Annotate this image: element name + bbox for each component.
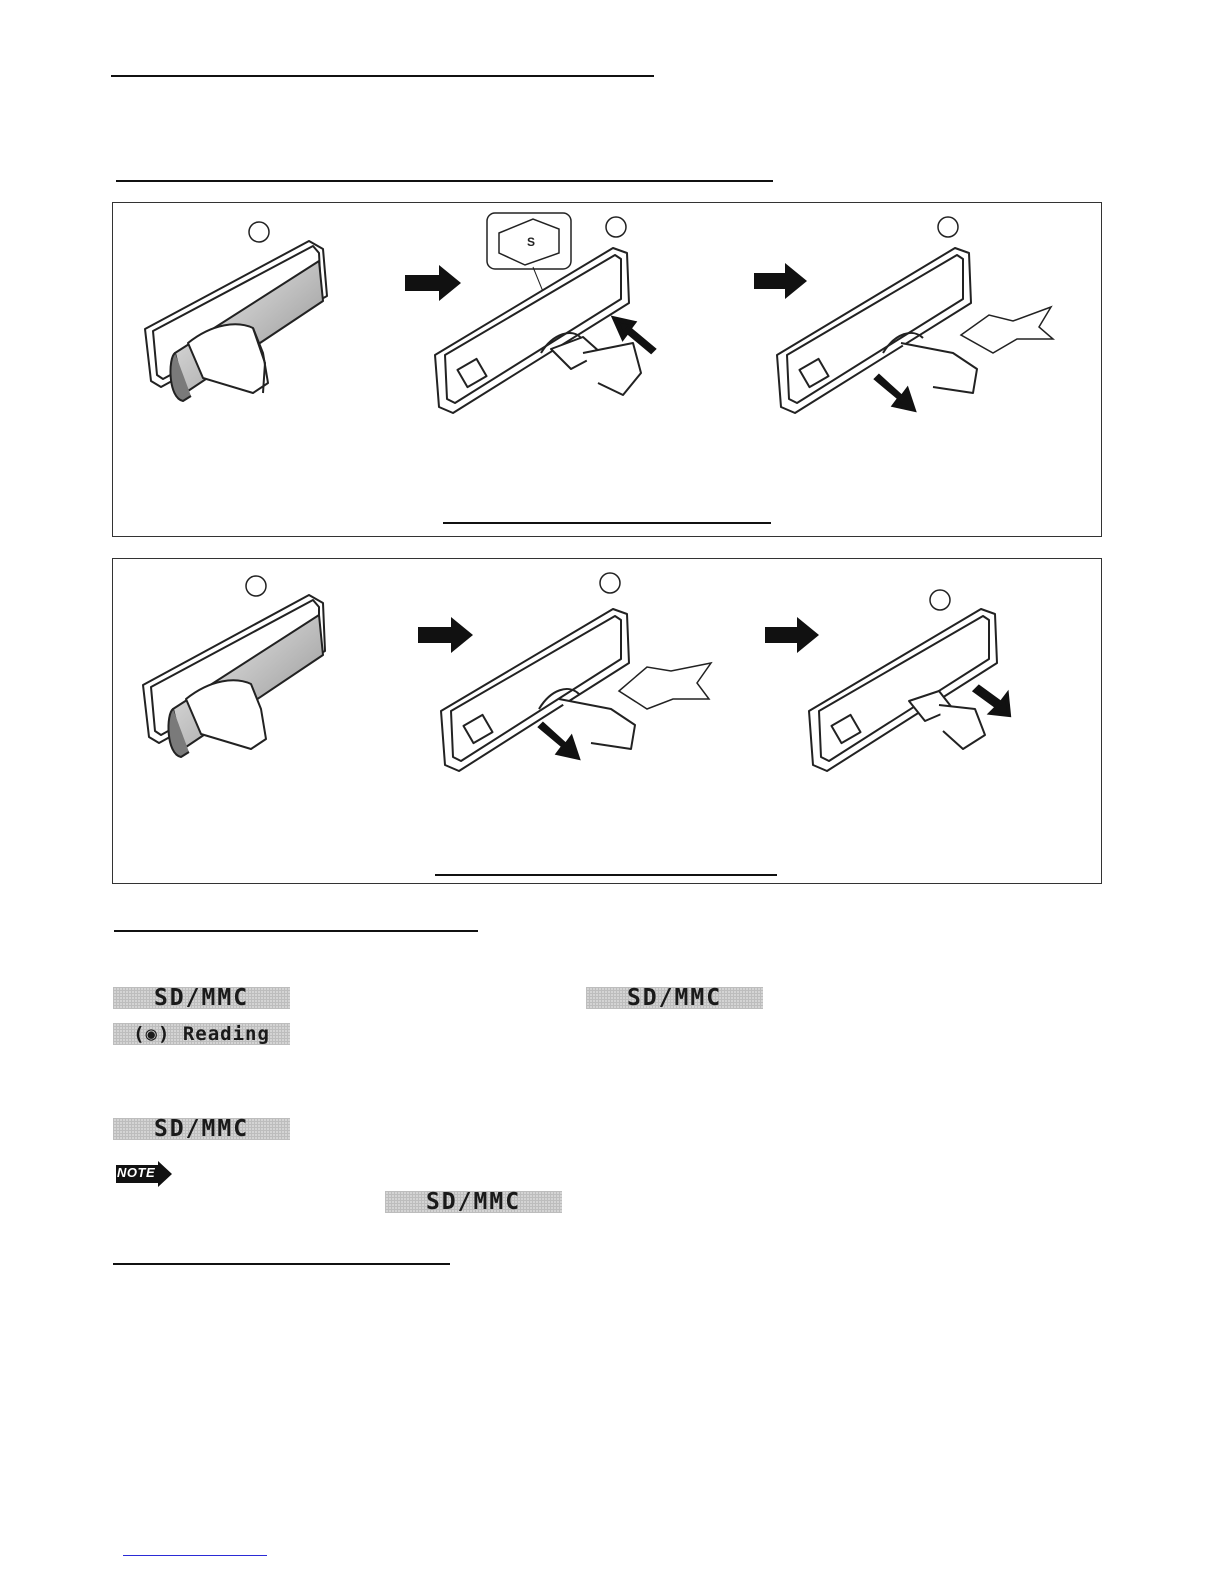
step-marker-3 — [938, 217, 958, 237]
step-marker-2 — [606, 217, 626, 237]
click-burst-icon — [619, 663, 711, 709]
lcd-display: SD/MMC — [113, 987, 290, 1009]
lcd-display: SD/MMC — [385, 1191, 562, 1213]
note-label: NOTE — [117, 1165, 156, 1180]
remove-card-figure — [112, 558, 1102, 884]
step-marker-3 — [930, 590, 950, 610]
arrow-right-icon — [405, 265, 461, 301]
heading-underline-2 — [116, 180, 773, 182]
arrow-right-icon — [765, 617, 819, 653]
remove-card-illustration — [113, 559, 1103, 885]
faceplate-closed — [143, 595, 325, 757]
faceplate-open — [777, 248, 977, 413]
insert-card-illustration — [113, 203, 1103, 538]
press-arrow-icon — [877, 377, 913, 409]
arrow-right-icon — [418, 617, 473, 653]
click-burst-icon — [961, 307, 1053, 353]
svg-text:S: S — [527, 235, 536, 249]
heading-underline-4 — [113, 1263, 450, 1265]
heading-underline-3 — [114, 930, 478, 932]
note-icon — [114, 1161, 174, 1192]
insert-card-figure — [112, 202, 1102, 537]
step-marker-1 — [249, 222, 269, 242]
faceplate-open — [809, 609, 997, 771]
arrow-right-icon — [754, 263, 807, 299]
faceplate-closed — [145, 241, 327, 401]
step-marker-1 — [246, 576, 266, 596]
lcd-display: SD/MMC — [586, 987, 763, 1009]
lcd-display-reading: (◉) Reading — [113, 1023, 290, 1045]
step-marker-2 — [600, 573, 620, 593]
press-arrow-icon — [541, 725, 577, 757]
footer-link-underline — [123, 1555, 267, 1556]
faceplate-open — [435, 248, 641, 413]
lcd-display: SD/MMC — [113, 1118, 290, 1140]
pull-arrow-icon — [975, 687, 1009, 715]
heading-underline-1 — [111, 75, 654, 77]
